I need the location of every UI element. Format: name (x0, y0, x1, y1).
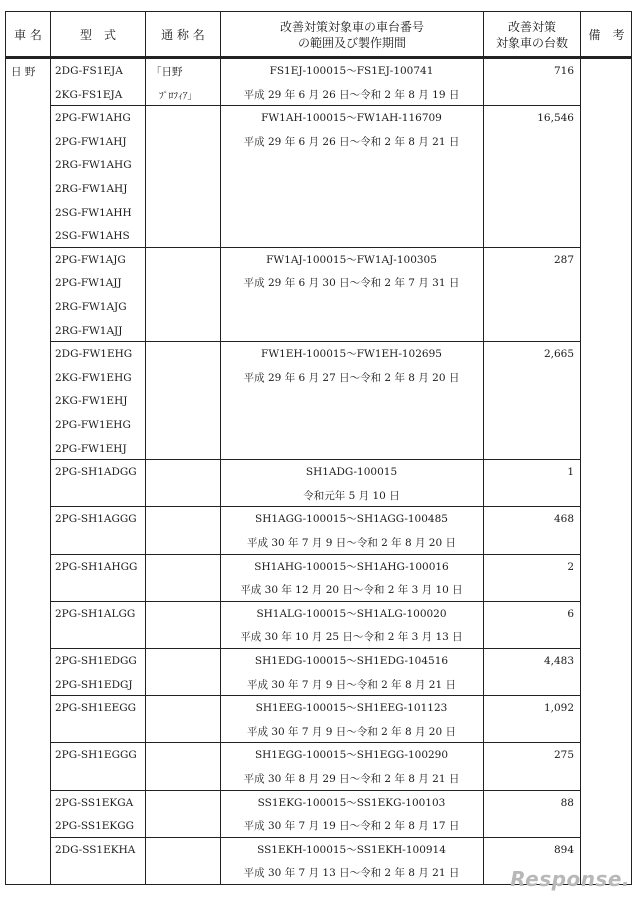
common-name-line1: 「日野 (151, 66, 183, 78)
model-code: 2PG-SH1EDGJ (55, 678, 133, 691)
chassis-number-range: SH1EEG-100015～SH1EEG-101123 (255, 702, 448, 715)
header-count-line1: 改善対策 (507, 19, 556, 34)
chassis-number-range: SS1EKG-100015～SS1EKG-100103 (257, 796, 446, 809)
row-divider (50, 742, 580, 743)
model-code: 2PG-SH1EEGG (55, 702, 137, 715)
chassis-number-range: SH1AHG-100015～SH1AHG-100016 (254, 560, 449, 573)
model-list (55, 839, 135, 863)
chassis-number-range: FW1AH-100015～FW1AH-116709 (261, 112, 442, 125)
common-name-line2: ﾌﾟﾛﾌｨｱ」 (159, 91, 198, 102)
row-divider (50, 341, 580, 342)
model-list (55, 60, 123, 107)
vehicle-count: 4,483 (543, 655, 574, 667)
production-period: 平成 29 年 6 月 26 日～令和 2 年 8 月 21 日 (243, 135, 460, 148)
column-divider (145, 11, 146, 885)
vehicle-count: 1 (567, 466, 574, 479)
chassis-number-range: SH1ALG-100015～SH1ALG-100020 (256, 607, 447, 620)
model-list (55, 343, 132, 461)
chassis-number-range: FW1EH-100015～FW1EH-102695 (261, 348, 442, 361)
model-list (55, 603, 135, 627)
model-code: 2PG-SH1AHGG (55, 560, 138, 573)
production-period: 平成 30 年 7 月 19 日～令和 2 年 8 月 17 日 (243, 820, 460, 833)
header-vehicle-name: 車 名 (14, 27, 42, 42)
model-list (55, 107, 132, 249)
production-period: 平成 30 年 8 月 29 日～令和 2 年 8 月 21 日 (243, 773, 460, 785)
model-code: 2PG-FW1EHJ (55, 442, 127, 455)
vehicle-count: 6 (567, 607, 574, 620)
column-divider (580, 11, 581, 885)
model-list (55, 744, 137, 768)
model-list (55, 556, 137, 580)
model-code: 2PG-FW1AJJ (55, 277, 122, 290)
model-code: 2PG-FW1AHJ (55, 135, 127, 148)
model-code: 2PG-SH1EGGG (55, 749, 137, 762)
chassis-number-range: SS1EKH-100015～SS1EKH-100914 (257, 843, 446, 856)
header-count-line2: 対象車の台数 (495, 35, 568, 50)
row-divider (50, 648, 580, 649)
header-remarks: 備 考 (588, 27, 625, 42)
vehicle-count: 88 (560, 796, 574, 809)
model-code: 2DG-FW1EHG (55, 348, 133, 361)
production-period: 平成 29 年 6 月 26 日～令和 2 年 8 月 19 日 (243, 88, 460, 101)
vehicle-count: 2,665 (543, 348, 574, 361)
model-code: 2KG-FW1EHG (55, 371, 132, 384)
chassis-number-range: FS1EJ-100015～FS1EJ-100741 (269, 65, 434, 77)
vehicle-count: 275 (553, 749, 574, 762)
production-period: 平成 30 年 7 月 9 日～令和 2 年 8 月 20 日 (247, 725, 456, 738)
model-code: 2RG-FW1AHG (55, 159, 132, 172)
model-code: 2PG-SH1AGGG (55, 513, 137, 526)
row-divider (50, 506, 580, 507)
model-list (55, 508, 137, 532)
row-divider (50, 459, 580, 460)
model-list (55, 650, 137, 697)
row-divider (50, 695, 580, 696)
model-code: 2PG-SS1EKGA (55, 796, 134, 809)
header-range-line1: 改善対策対象車の車台番号 (279, 19, 424, 34)
header-range (221, 12, 483, 57)
chassis-number-range: SH1AGG-100015～SH1AGG-100485 (255, 513, 448, 526)
production-period: 平成 30 年 7 月 9 日～令和 2 年 8 月 21 日 (247, 678, 456, 691)
model-code: 2PG-FW1EHG (55, 418, 131, 431)
column-divider (220, 11, 221, 885)
row-divider (50, 837, 580, 838)
model-list (55, 792, 134, 839)
model-code: 2RG-FW1AJG (55, 300, 127, 313)
vehicle-count: 468 (553, 513, 574, 526)
model-code: 2RG-FW1AJJ (55, 324, 123, 337)
row-divider (50, 601, 580, 602)
maker-name: 日 野 (11, 66, 36, 78)
production-period: 平成 29 年 6 月 30 日～令和 2 年 7 月 31 日 (243, 277, 460, 290)
vehicle-count: 716 (553, 65, 574, 77)
vehicle-count: 894 (553, 843, 574, 856)
model-code: 2SG-FW1AHH (55, 206, 132, 219)
vehicle-count: 1,092 (543, 702, 574, 715)
model-code: 2KG-FW1EHJ (55, 395, 128, 408)
row-divider (50, 790, 580, 791)
production-period: 平成 29 年 6 月 27 日～令和 2 年 8 月 20 日 (243, 371, 460, 384)
model-code: 2PG-SS1EKGG (55, 820, 135, 833)
model-list (55, 697, 136, 721)
header-common-name: 通 称 名 (161, 27, 205, 42)
chassis-number-range: SH1EGG-100015～SH1EGG-100290 (254, 749, 449, 762)
vehicle-count: 2 (567, 560, 574, 573)
column-divider (483, 11, 484, 885)
production-period: 平成 30 年 7 月 9 日～令和 2 年 8 月 20 日 (247, 537, 456, 549)
chassis-number-range: FW1AJ-100015～FW1AJ-100305 (266, 253, 437, 266)
header-count (484, 12, 580, 57)
model-list (55, 249, 127, 343)
model-code: 2DG-FS1EJA (55, 65, 123, 77)
vehicle-count: 16,546 (537, 112, 574, 125)
model-code: 2KG-FS1EJA (55, 88, 123, 101)
model-code: 2PG-FW1AHG (55, 112, 131, 125)
chassis-number-range: SH1EDG-100015～SH1EDG-104516 (254, 655, 449, 667)
column-divider (50, 11, 51, 885)
chassis-number-range: SH1ADG-100015 (305, 466, 398, 479)
model-code: 2PG-SH1ALGG (55, 607, 136, 620)
production-period: 令和元年 5 月 10 日 (303, 489, 400, 502)
header-model: 型 式 (79, 27, 116, 42)
production-period: 平成 30 年 12 月 20 日～令和 2 年 3 月 10 日 (240, 584, 463, 597)
vehicle-count: 287 (553, 253, 574, 266)
table-header (5, 11, 632, 58)
model-list (55, 461, 137, 485)
row-divider (50, 247, 580, 248)
model-code: 2DG-SS1EKHA (55, 843, 136, 856)
production-period: 平成 30 年 7 月 13 日～令和 2 年 8 月 21 日 (243, 867, 460, 880)
row-divider (50, 105, 580, 106)
model-code: 2PG-SH1EDGG (55, 655, 137, 667)
production-period: 平成 30 年 10 月 25 日～令和 2 年 3 月 13 日 (240, 631, 463, 644)
row-divider (50, 554, 580, 555)
model-code: 2PG-FW1AJG (55, 253, 126, 266)
model-code: 2PG-SH1ADGG (55, 466, 137, 479)
header-range-line2: の範囲及び製作期間 (297, 35, 406, 50)
model-code: 2SG-FW1AHS (55, 230, 130, 243)
model-code: 2RG-FW1AHJ (55, 182, 128, 195)
response-watermark: Response. (510, 867, 630, 891)
